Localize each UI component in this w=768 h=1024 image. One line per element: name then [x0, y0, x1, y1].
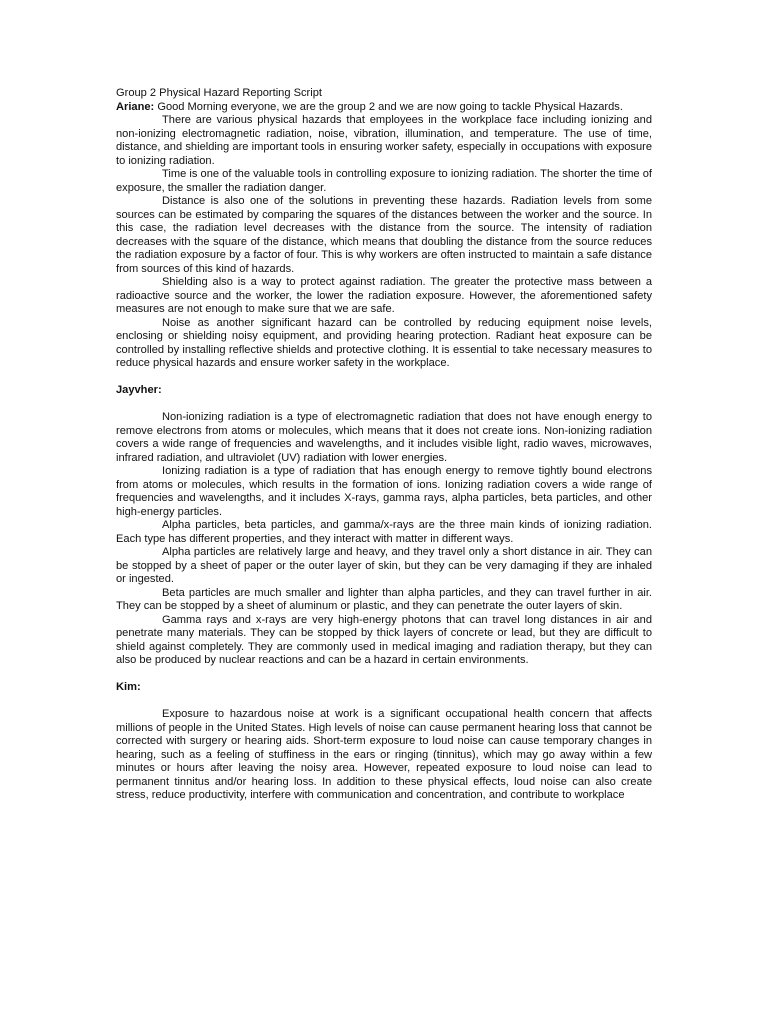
jayvher-paragraph: Ionizing radiation is a type of radiation that has enough energy to remove tightly bound electrons from atoms or molecules, which results in the formation of ions. Ionizing radiation covers a wide range of frequencies and wavelengths, and it includes X-rays, gamma rays, alpha particles, beta particles, and other high-energy particles.	[116, 465, 652, 518]
document-page	[116, 87, 652, 803]
ariane-paragraph: There are various physical hazards that employees in the workplace face including ionizing and non-ionizing electromagnetic radiation, noise, vibration, illumination, and temperature. The use of time, distance, and shielding are important tools in ensuring worker safety, especially in occupations with exposure to ionizing radiation.	[116, 114, 652, 167]
speaker-ariane: Ariane:	[116, 100, 155, 113]
section-spacer	[116, 695, 652, 709]
jayvher-paragraph: Alpha particles are relatively large and heavy, and they travel only a short distance in air. They can be stopped by a sheet of paper or the outer layer of skin, but they can be very damaging if they are inhaled or ingested.	[116, 546, 652, 585]
ariane-intro-text: Good Morning everyone, we are the group 2 and we are now going to tackle Physical Hazards.	[157, 100, 623, 113]
section-spacer	[116, 668, 652, 682]
ariane-paragraph: Distance is also one of the solutions in preventing these hazards. Radiation levels from some sources can be estimated by comparing the squares of the distances between the worker and the source. In this case, the radiation level decreases with the distance from the source. The intensity of radiation decreases with the square of the distance, which means that doubling the distance from the source reduces the radiation exposure by a factor of four. This is why workers are often instructed to maintain a safe distance from sources of this kind of hazards.	[116, 195, 652, 275]
kim-paragraph: Exposure to hazardous noise at work is a significant occupational health concern that affects millions of people in the United States. High levels of noise can cause permanent hearing loss that cannot be corrected with surgery or hearing aids. Short-term exposure to loud noise can cause temporary changes in hearing, such as a feeling of stuffiness in the ears or ringing (tinnitus), which may go away within a few minutes or hours after leaving the noisy area. However, repeated exposure to loud noise can lead to permanent tinnitus and/or hearing loss. In addition to these physical effects, loud noise can also create stress, reduce productivity, interfere with communication and concentration, and contribute to workplace	[116, 708, 652, 801]
section-spacer	[116, 398, 652, 412]
speaker-kim: Kim:	[116, 681, 141, 693]
jayvher-section	[116, 384, 652, 668]
ariane-section	[116, 101, 652, 371]
ariane-paragraph: Noise as another significant hazard can be controlled by reducing equipment noise levels, enclosing or shielding noisy equipment, and providing hearing protection. Radiant heat exposure can be controlled by installing reflective shields and protective clothing. It is essential to take necessary measures to reduce physical hazards and ensure worker safety in the workplace.	[116, 316, 652, 369]
ariane-paragraph: Time is one of the valuable tools in controlling exposure to ionizing radiation. The shorter the time of exposure, the smaller the radiation danger.	[116, 168, 652, 194]
jayvher-paragraph: Alpha particles, beta particles, and gamma/x-rays are the three main kinds of ionizing radiation. Each type has different properties, and they interact with matter in different ways.	[116, 519, 652, 545]
ariane-intro-paragraph	[116, 101, 652, 115]
jayvher-paragraph: Non-ionizing radiation is a type of electromagnetic radiation that does not have enough energy to remove electrons from atoms or molecules, which means that it does not create ions. Non-ionizing radiation covers a wide range of frequencies and wavelengths, and it includes visible light, radio waves, microwaves, infrared radiation, and ultraviolet (UV) radiation with lower energies.	[116, 411, 652, 464]
ariane-paragraph: Shielding also is a way to protect against radiation. The greater the protective mass between a radioactive source and the worker, the lower the radiation exposure. However, the aforementioned safety measures are not enough to make sure that we are safe.	[116, 276, 652, 315]
jayvher-paragraph: Gamma rays and x-rays are very high-energy photons that can travel long distances in air and penetrate many materials. They can be stopped by thick layers of concrete or lead, but they are difficult to shield against completely. They are commonly used in medical imaging and radiation therapy, but they can also be produced by nuclear reactions and can be a hazard in certain environments.	[116, 613, 652, 666]
document-title: Group 2 Physical Hazard Reporting Script	[116, 87, 322, 99]
jayvher-paragraph: Beta particles are much smaller and lighter than alpha particles, and they can travel further in air. They can be stopped by a sheet of aluminum or plastic, and they can penetrate the outer layers of skin.	[116, 586, 652, 612]
section-spacer	[116, 371, 652, 385]
speaker-jayvher: Jayvher:	[116, 384, 162, 396]
kim-section	[116, 681, 652, 803]
